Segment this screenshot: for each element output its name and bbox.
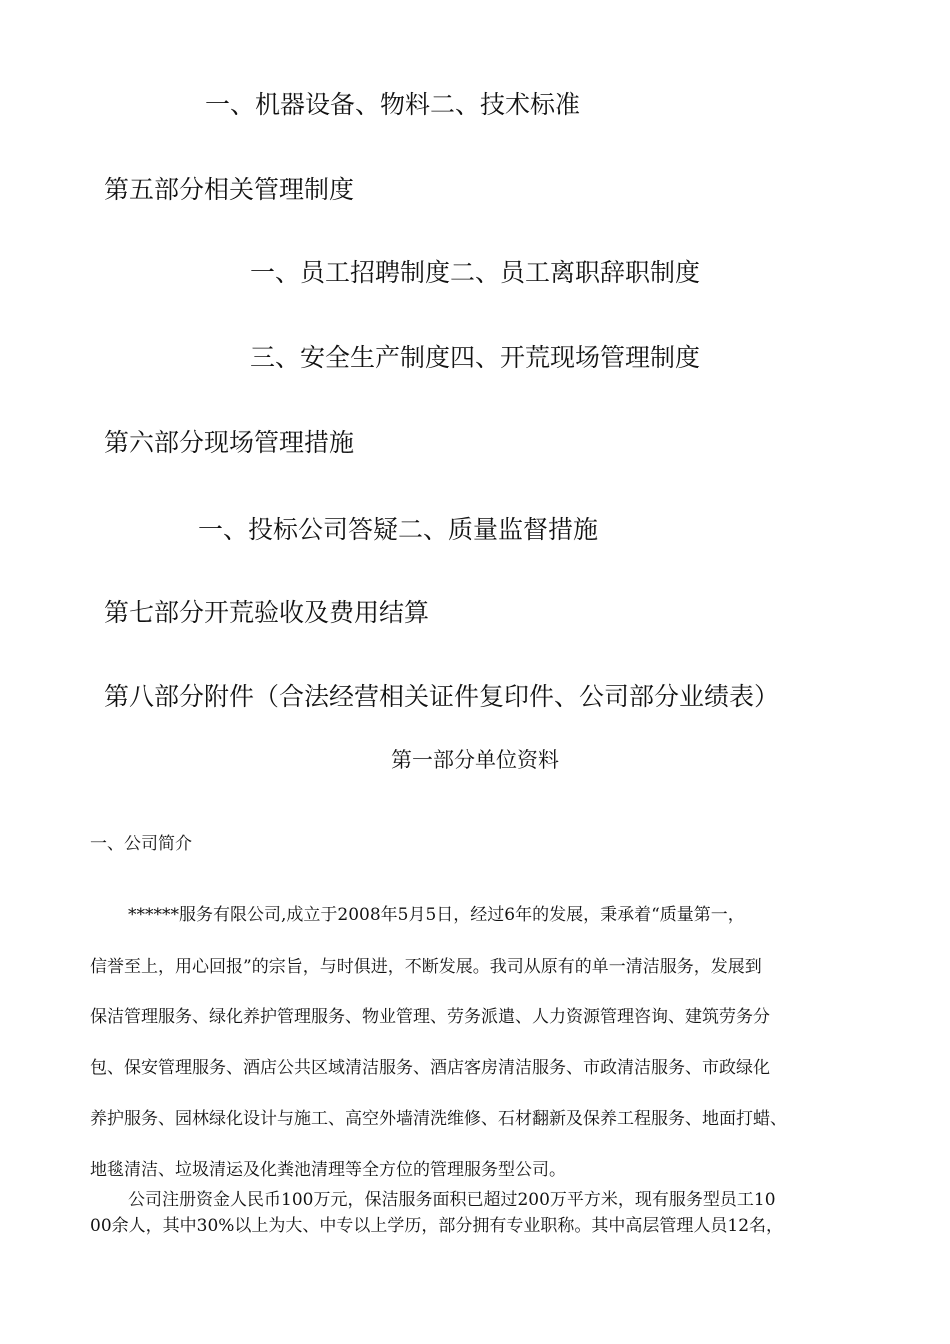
toc-part-five: 第五部分相关管理制度 <box>104 175 355 204</box>
toc-line-qa: 一、投标公司答疑二、质量监督措施 <box>198 515 599 544</box>
section-heading: 一、公司简介 <box>90 834 192 854</box>
paragraph-line: 信誉至上，用心回报”的宗旨，与时俱进，不断发展。我司从原有的单一清洁服务，发展到 <box>90 957 762 977</box>
toc-part-six: 第六部分现场管理措施 <box>104 428 355 457</box>
paragraph-line: 养护服务、园林绿化设计与施工、高空外墙清洗维修、石材翻新及保养工程服务、地面打蜡、 <box>90 1109 787 1129</box>
section-title: 第一部分单位资料 <box>391 748 559 772</box>
toc-line-safety: 三、安全生产制度四、开荒现场管理制度 <box>250 343 701 372</box>
paragraph-line: 保洁管理服务、绿化养护管理服务、物业管理、劳务派遣、人力资源管理咨询、建筑劳务分 <box>90 1007 770 1027</box>
paragraph-line: 包、保安管理服务、酒店公共区域清洁服务、酒店客房清洁服务、市政清洁服务、市政绿化 <box>90 1058 770 1078</box>
toc-part-eight: 第八部分附件（合法经营相关证件复印件、公司部分业绩表） <box>104 682 780 711</box>
paragraph-line: 地毯清洁、垃圾清运及化粪池清理等全方位的管理服务型公司。 <box>90 1160 566 1180</box>
paragraph-line: ******服务有限公司,成立于2008年5月5日，经过6年的发展，秉承着“质量第一， <box>128 905 745 925</box>
paragraph-line: 公司注册资金人民币100万元，保洁服务面积已超过200万平方米，现有服务型员工10 <box>128 1190 776 1210</box>
toc-line-recruitment: 一、员工招聘制度二、员工离职辞职制度 <box>250 258 701 287</box>
toc-part-seven: 第七部分开荒验收及费用结算 <box>104 598 430 627</box>
toc-line-machinery-standards: 一、机器设备、物料二、技术标准 <box>205 90 581 119</box>
paragraph-line: 00余人，其中30%以上为大、中专以上学历，部分拥有专业职称。其中高层管理人员12名， <box>90 1216 784 1236</box>
